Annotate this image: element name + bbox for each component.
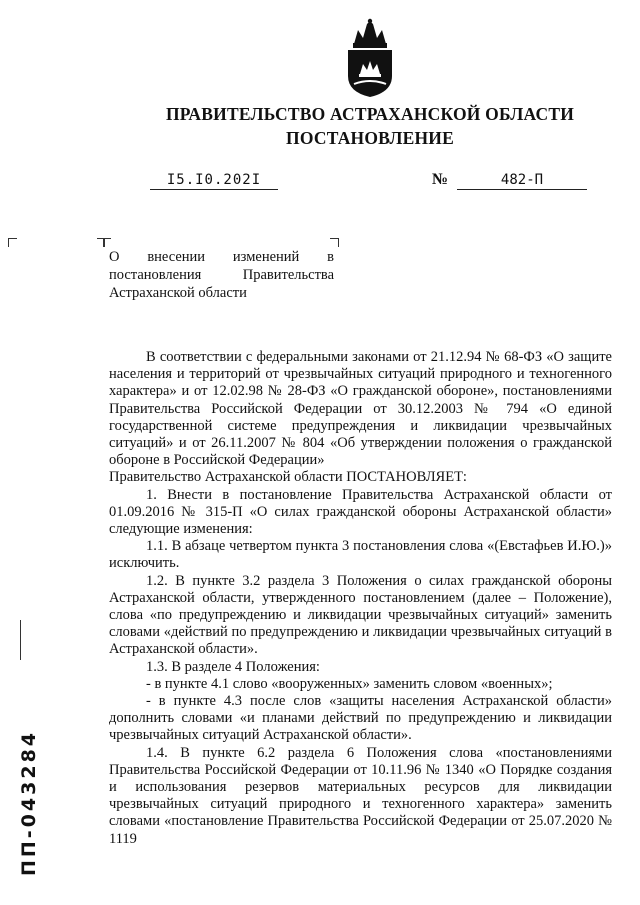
clause-1-3-item-b: - в пункте 4.3 после слов «защиты населения Астраханской области» дополнить словами «и планами действий по предупреждению и ликвидации чрезвычайных ситуаций Астраханской области». <box>109 693 612 744</box>
document-type-title: ПОСТАНОВЛЕНИЕ <box>286 128 454 148</box>
corner-mark <box>8 238 17 247</box>
serial-number <box>18 728 42 878</box>
corner-mark <box>330 238 339 247</box>
document-date: I5.I0.202I <box>150 172 278 190</box>
preamble-paragraph: В соответствии с федеральными законами от 21.12.94 № 68-ФЗ «О защите населения и территорий от чрезвычайных ситуаций природного и техногенного характера» и от 12.02.98 № 28-ФЗ «О гражданской обороне», постановлениями Правительства Российской Федерации от 30.12.2003 № 794 «О единой государственной системе предупреждения и ликвидации чрезвычайных ситуаций» и от 26.11.2007 № 804 «Об утверждении положения о гражданской обороне в Российской Федерации» <box>109 349 612 469</box>
document-subject: О внесении изменений в постановления Правительства Астраханской области <box>109 249 334 301</box>
clause-1-4: 1.4. В пункте 6.2 раздела 6 Положения слова «постановлениями Правительства Российской Федерации от 10.11.96 № 1340 «О Порядке создания и использования резервов материальных ресурсов для ликвидации чрезвычайных ситуаций природного и техногенного характера» заменить словами «постановление Правительства Российской Федерации от 25.07.2020 № 1119 <box>109 744 612 847</box>
margin-mark <box>20 620 21 660</box>
document-number: 482-П <box>457 172 587 190</box>
corner-mark <box>97 238 104 247</box>
clause-1-3-item-a: - в пункте 4.1 слово «вооруженных» заменить словом «военных»; <box>146 675 553 692</box>
clause-1-3: 1.3. В разделе 4 Положения: <box>146 658 320 675</box>
clause-1: 1. Внести в постановление Правительства Астраханской области от 01.09.2016 № 315-П «О силах гражданской обороны Астраханской области» следующие изменения: <box>109 486 612 538</box>
coat-of-arms-icon <box>340 18 400 98</box>
document-body <box>109 349 612 848</box>
serial-number-text: ПП-043284 <box>18 729 40 876</box>
decree-line: Правительство Астраханской области ПОСТАНОВЛЯЕТ: <box>109 469 467 486</box>
government-title: ПРАВИТЕЛЬСТВО АСТРАХАНСКОЙ ОБЛАСТИ <box>165 104 575 124</box>
clause-1-1: 1.1. В абзаце четвертом пункта 3 постановления слова «(Евстафьев И.Ю.)» исключить. <box>109 538 612 572</box>
corner-mark <box>104 238 111 247</box>
number-sign: № <box>432 171 449 188</box>
clause-1-2: 1.2. В пункте 3.2 раздела 3 Положения о силах гражданской обороны Астраханской области, утвержденного постановлением (далее – Положение), слова «по предупреждению и ликвидации чрезвычайных ситуаций» заменить словами «действий по предупреждению и ликвидации чрезвычайных ситуаций в Астраханской области». <box>109 572 612 658</box>
